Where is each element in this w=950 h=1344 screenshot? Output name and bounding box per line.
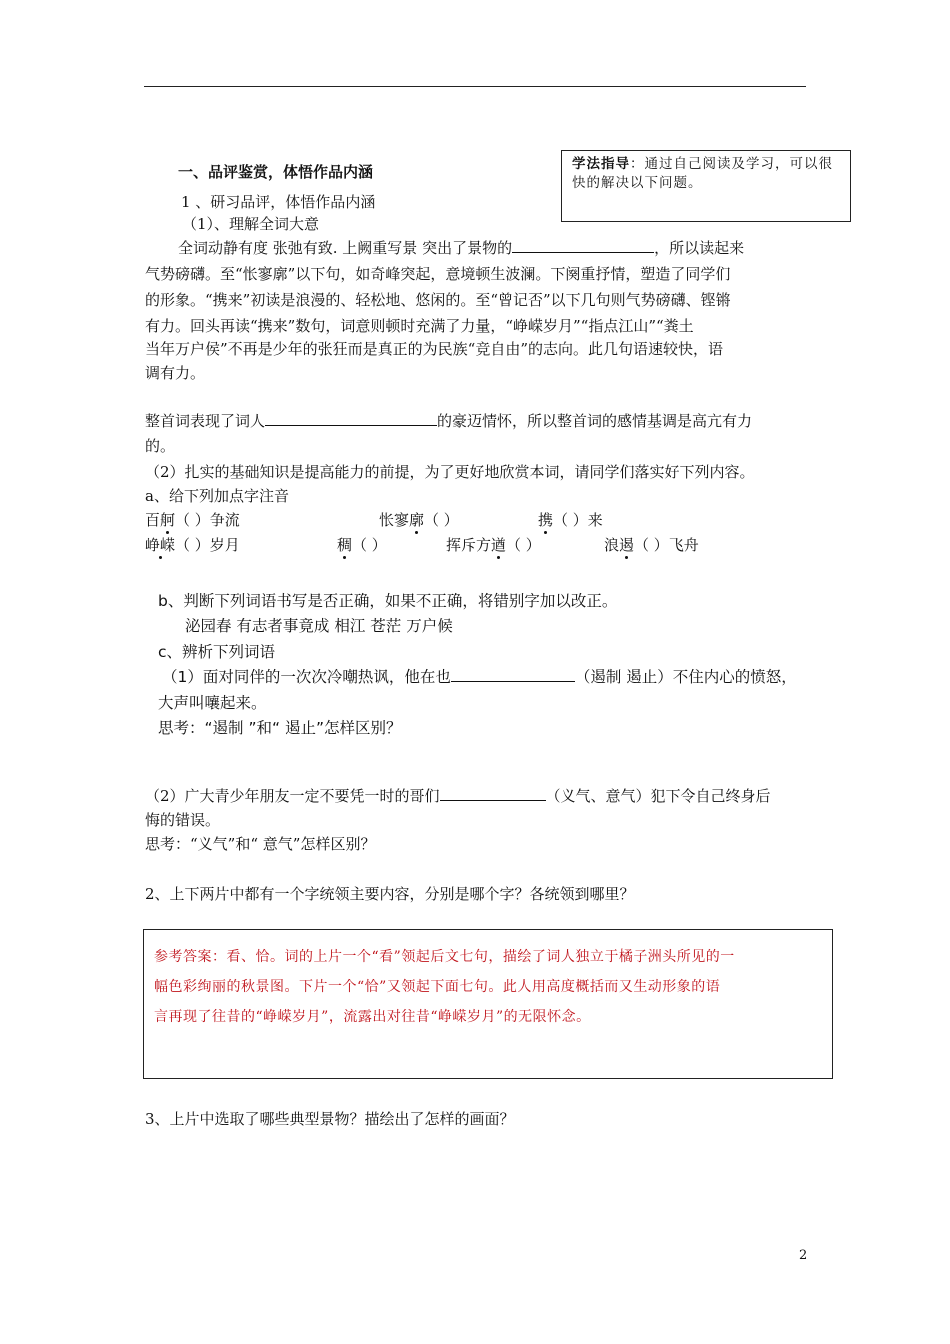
- whole-poem-c: 的。: [145, 437, 176, 455]
- subheading-1: 1 、研习品评，体悟作品内涵: [181, 193, 376, 211]
- c1-text-b: （遏制 遏止）不住内心的愤怒，: [574, 668, 797, 686]
- reference-answer-box: [143, 929, 833, 1079]
- question-3: 3、上片中选取了哪些典型景物？描绘出了怎样的画面？: [145, 1110, 515, 1128]
- pinyin-pre: 怅寥: [379, 511, 410, 529]
- paragraph-line-2: 气势磅礴。至“怅寥廓”以下句，如奇峰突起，意境顿生波澜。下阕重抒情，塑造了同学们: [145, 265, 731, 283]
- whole-poem-a: 整首词表现了词人: [145, 412, 266, 430]
- study-guide-box: [561, 150, 851, 222]
- pinyin-item: [145, 533, 240, 557]
- paragraph-line-6: 调有力。: [145, 364, 206, 382]
- paragraph-line-1: [178, 236, 744, 260]
- paragraph-line-3: 的形象。“携来”初读是浪漫的、轻松地、悠闲的。至“曾记否”以下几句则气势磅礴、铿锵: [145, 291, 731, 309]
- c2-text-a: （2）广大青少年朋友一定不要凭一时的哥们: [145, 787, 440, 805]
- pinyin-post: （ ）: [506, 536, 541, 554]
- paragraph-line-5: 当年万户侯”不再是少年的张狂而是真正的为民族“竞自由”的志向。此几句语速较快，语: [145, 340, 724, 358]
- dotted-char: 稠: [337, 536, 353, 554]
- pinyin-post: （ ）飞舟: [634, 536, 699, 554]
- paragraph-line-1a: 全词动静有度 张弛有致. 上阙重写景 突出了景物的: [178, 239, 513, 257]
- blank-scenery-feature[interactable]: [512, 236, 654, 253]
- pinyin-pre: 百: [145, 511, 161, 529]
- pinyin-item: [446, 533, 541, 557]
- answer-line-3: 言再现了往昔的“峥嵘岁月”，流露出对往昔“峥嵘岁月”的无限怀念。: [154, 1009, 591, 1025]
- part-c-item-1: [162, 665, 797, 689]
- dotted-char: 舸: [160, 511, 176, 529]
- blank-c2[interactable]: [440, 784, 546, 801]
- blank-poet-feeling[interactable]: [265, 409, 437, 426]
- answer-line-1: 参考答案：看、恰。词的上片一个“看”领起后文七句，描绘了词人独立于橘子洲头所见的一: [154, 949, 735, 965]
- part-c-item-2: [145, 784, 771, 808]
- question-2: 2、上下两片中都有一个字统领主要内容，分别是哪个字？各统领到哪里？: [145, 885, 635, 903]
- c2-text-b: （义气、意气）犯下令自己终身后: [545, 787, 771, 805]
- c1-text-a: （1）面对同伴的一次次冷嘲热讽，他在也: [162, 668, 451, 686]
- dotted-char: 峥嵘: [145, 536, 176, 554]
- paragraph-line-4: 有力。回头再读“携来”数句，词意则顿时充满了力量，“峥嵘岁月”“指点江山”“粪土: [145, 317, 694, 335]
- dotted-char: 廓: [409, 511, 425, 529]
- c1-text-c: 大声叫嚷起来。: [158, 694, 267, 712]
- subheading-1-1: （1）、理解全词大意: [182, 215, 320, 233]
- c2-text-c: 悔的错误。: [145, 811, 221, 829]
- dotted-char: 遒: [491, 536, 507, 554]
- c1-think: 思考：“遏制 ”和“ 遏止”怎样区别？: [158, 719, 402, 737]
- pinyin-item: [604, 533, 699, 557]
- part-b-words: 泌园春 有志者事竟成 相江 苍茫 万户候: [185, 617, 453, 635]
- pinyin-post: （ ）争流: [175, 511, 240, 529]
- pinyin-pre: 挥斥方: [446, 536, 492, 554]
- pinyin-item: [337, 533, 387, 557]
- answer-line-2: 幅色彩绚丽的秋景图。下片一个“恰”又领起下面七句。此人用高度概括而又生动形象的语: [154, 979, 721, 995]
- pinyin-post: （ ）: [352, 536, 387, 554]
- pinyin-post: （ ）岁月: [175, 536, 240, 554]
- study-guide-text: ：通过自己阅读及学习，可以很快的解决以下问题。: [572, 156, 833, 191]
- section-heading: 一、品评鉴赏，体悟作品内涵: [178, 163, 374, 181]
- part-c-title: c、辨析下列词语: [158, 643, 276, 661]
- whole-poem-b: 的豪迈情怀，所以整首词的感情基调是高亢有力: [437, 412, 753, 430]
- pinyin-post: （ ）: [424, 511, 459, 529]
- subheading-1-2: （2）扎实的基础知识是提高能力的前提，为了更好地欣赏本词，请同学们落实好下列内容。: [145, 463, 755, 481]
- whole-poem-line: [145, 409, 752, 433]
- dotted-char: 携: [538, 511, 554, 529]
- header-rule: [144, 86, 806, 87]
- page-number: 2: [799, 1248, 808, 1263]
- part-b-title: b、判断下列词语书写是否正确，如果不正确，将错别字加以改正。: [158, 592, 618, 610]
- pinyin-post: （ ）来: [553, 511, 603, 529]
- pinyin-item: [379, 508, 459, 532]
- paragraph-line-1b: ，所以读起来: [654, 239, 745, 257]
- dotted-char: 遏: [619, 536, 635, 554]
- pinyin-item: [538, 508, 603, 532]
- blank-c1[interactable]: [451, 665, 575, 682]
- c2-think: 思考：“义气”和“ 意气”怎样区别？: [145, 835, 376, 853]
- pinyin-item: [145, 508, 240, 532]
- study-guide-label: 学法指导: [572, 156, 630, 172]
- part-a-title: a、给下列加点字注音: [145, 487, 289, 505]
- pinyin-pre: 浪: [604, 536, 620, 554]
